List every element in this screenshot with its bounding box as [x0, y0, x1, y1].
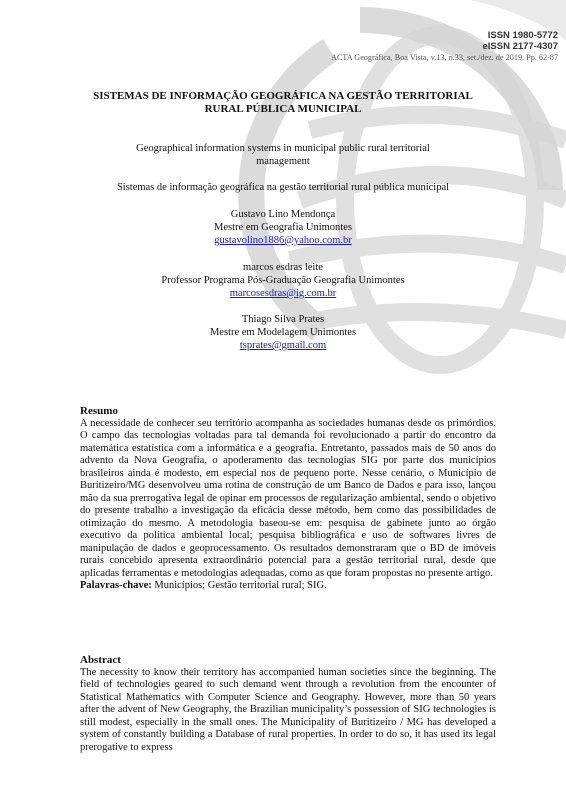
resumo-text: A necessidade de conhecer seu território acompanha as sociedades humanas desde os primórdios. O campo das tecnologias voltadas para tal demanda foi revolucionado a partir do encontro da matemática estatística com a informática e a geografia. Entretanto, passados mais de 50 anos do advento da Nova Geografia, o apoderamento das tecnologias SIG por parte dos municípios brasileiros ainda é modesto, em especial nos de pequeno porte. Nesse cenário, o Município de Buritizeiro/MG desenvolveu uma rotina de construção de um Banco de Dados e para isso, lançou mão da sua prerrogativa legal de opinar em processos de regularização ambiental, sendo o objetivo do presente trabalho a investigação da eficácia desse método, bem como das possibilidades de otimização do mesmo. A metodologia baseou-se em: pesquisa de gabinete junto ao órgão executivo da política ambiental local; pesquisa bibliográfica e uso de softwares livres de manipulação de dados e geoprocessamento. Os resultados demonstraram que o BD de imóveis rurais concebido apresenta extraordinário potencial para a gestão territorial rural, desde que aplicadas ferramentas e metodologias adequadas, como as que foram propostas no presente artigo. [80, 417, 496, 579]
issn-block [482, 30, 558, 52]
author-affiliation: Professor Programa Pós-Graduação Geografia Unimontes [161, 275, 405, 286]
english-title: Geographical information systems in municipal public rural territorial management [136, 143, 430, 167]
keywords-text: Municípios; Gestão territorial rural; SIG. [151, 580, 327, 591]
abstract-text: The necessity to know their territory has accompanied human societies since the beginning. The field of technologies geared to such demand went through a revolution from the encounter of Statistical Mathematics with Computer Science and Geography. However, more than 50 years after the advent of New Geography, the Brazilian municipality’s possession of SIG technologies is still modest, especially in the small ones. The Municipality of Buritizeiro / MG has developed a system of constantly building a Database of rural properties. In order to do so, it has used its legal prerogative to express [80, 666, 496, 753]
resumo-section [80, 405, 496, 593]
abstract-heading: Abstract [80, 654, 121, 666]
keywords-line [80, 580, 496, 593]
abstract-section [80, 654, 496, 754]
author-email-link[interactable]: marcosesdras@ig.com.br [229, 288, 337, 299]
author-email-link[interactable]: tsprates@gmail.com [239, 340, 327, 351]
author-block [40, 313, 526, 352]
author-name: Gustavo Lino Mendonça [230, 209, 336, 220]
keywords-label: Palavras-chave: [80, 580, 152, 591]
article-title-line2: RURAL PÚBLICA MUNICIPAL [204, 103, 362, 115]
article-title-line1: SISTEMAS DE INFORMAÇÃO GEOGRÁFICA NA GESTÃO TERRITORIAL [93, 90, 473, 102]
author-name: marcos esdras leite [243, 262, 323, 273]
author-block [40, 261, 526, 300]
author-affiliation: Mestre em Geografia Unimontes [214, 222, 352, 233]
issn: ISSN 1980-5772 [487, 30, 558, 41]
journal-citation: ACTA Geográfica, Boa Vista, v.13, n.33, set./dez. de 2019. Pp. 62-87 [331, 53, 558, 62]
author-affiliation: Mestre em Modelagem Unimontes [209, 327, 357, 338]
portuguese-title: Sistemas de informação geográfica na gestão territorial rural pública municipal [116, 182, 450, 193]
article-title [40, 90, 526, 116]
author-email-link[interactable]: gustavolino1886@yahoo.com.br [214, 235, 352, 246]
resumo-heading: Resumo [80, 405, 118, 417]
author-name: Thiago Silva Prates [241, 314, 325, 325]
eissn: eISSN 2177-4307 [482, 41, 558, 52]
author-block [40, 208, 526, 247]
